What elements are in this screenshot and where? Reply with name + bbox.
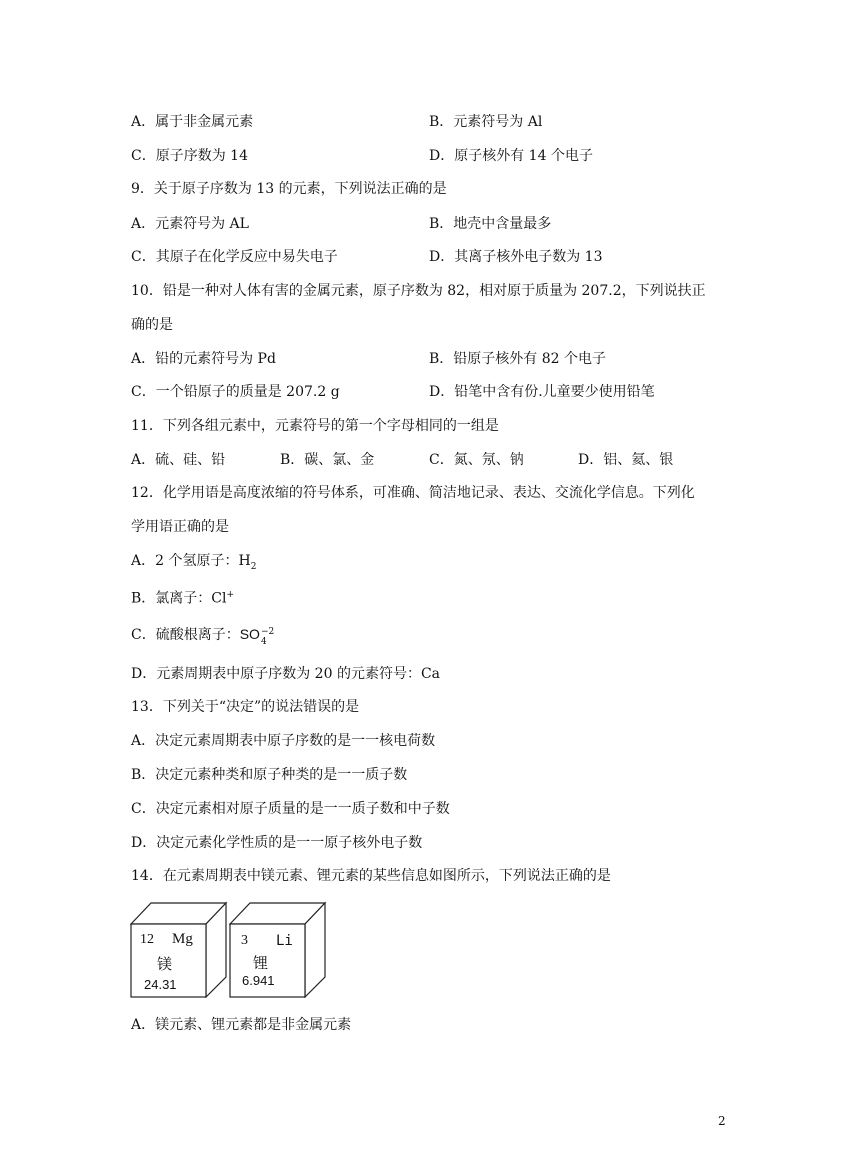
q13-option-c: C．决定元素相对原子质量的是一一质子数和中子数 [131,801,450,817]
magnesium-atomic-mass: 24.31 [144,977,177,992]
q12-option-c-formula: SO [239,626,260,642]
q14-option-a: A．镁元素、锂元素都是非金属元素 [131,1017,352,1033]
q8-option-c: C．原子序数为 14 [131,148,248,164]
magnesium-element-cube [130,901,228,998]
q11-option-b: B．碳、氯、金 [280,452,375,468]
q8-option-b: B．元素符号为 Al [429,114,543,130]
lithium-element-cube [229,901,327,998]
q10-stem-line1: 10．铅是一种对人体有害的金属元素，原子序数为 82，相对原于质量为 207.2，下列说扶正 [131,283,706,299]
q13-stem: 13．下列关于“决定”的说法错误的是 [131,699,360,715]
lithium-atomic-number: 3 [241,933,248,948]
q12-option-a [131,552,256,576]
q9-option-d: D．其离子核外电子数为 13 [429,249,603,265]
q12-option-c-superscript: −2 [260,627,275,637]
q10-option-a: A．铅的元素符号为 Pd [131,351,276,367]
magnesium-name: 镁 [157,955,173,973]
magnesium-symbol: Mg [172,931,193,947]
magnesium-atomic-number: 12 [140,932,154,947]
q14-stem: 14．在元素周期表中镁元素、锂元素的某些信息如图所示，下列说法正确的是 [131,868,611,884]
q10-option-d: D．铅笔中含有份.儿童要少使用铅笔 [429,384,655,400]
q12-option-b-superscript: + [226,590,235,600]
q13-option-b: B．决定元素种类和原子种类的是一一质子数 [131,767,408,783]
lithium-atomic-mass: 6.941 [242,973,275,988]
q12-option-c-charge-stack [260,624,274,646]
q11-option-d: D．铝、氦、银 [578,452,674,468]
q12-option-a-text: A．2 个氢原子：H [131,553,251,569]
q8-option-d: D．原子核外有 14 个电子 [429,148,593,164]
q12-option-d: D．元素周期表中原子序数为 20 的元素符号：Ca [131,666,440,682]
q10-option-c: C．一个铅原子的质量是 207.2 g [131,384,340,400]
q11-option-a: A．硫、硅、铅 [131,452,226,468]
q12-option-b [131,586,234,608]
q9-option-c: C．其原子在化学反应中易失电子 [131,249,338,265]
q9-stem: 9．关于原子序数为 13 的元素，下列说法正确的是 [131,181,447,197]
q9-option-b: B．地壳中含量最多 [429,216,552,232]
q12-option-b-text: B．氯离子：Cl [131,590,227,607]
q12-stem-line1: 12．化学用语是高度浓缩的符号体系，可准确、简洁地记录、表达、交流化学信息。下列化 [131,485,695,501]
q12-option-c [131,624,274,646]
q10-option-b: B．铅原子核外有 82 个电子 [429,351,607,367]
q12-stem-line2: 学用语正确的是 [131,519,229,535]
q8-option-a: A．属于非金属元素 [131,114,254,130]
q11-option-c: C．氮、氖、钠 [429,452,524,468]
q12-option-c-subscript: 4 [260,637,267,647]
q10-stem-line2: 确的是 [131,317,173,333]
q13-option-a: A．决定元素周期表中原子序数的是一一核电荷数 [131,733,436,749]
q9-option-a: A．元素符号为 AL [131,216,249,232]
lithium-symbol: Li [276,933,293,949]
lithium-name: 锂 [253,954,269,972]
q13-option-d: D．决定元素化学性质的是一一原子核外电子数 [131,835,423,851]
q11-stem: 11．下列各组元素中，元素符号的第一个字母相同的一组是 [131,418,499,434]
q12-option-c-text: C．硫酸根离子： [131,627,240,643]
q12-option-a-subscript: 2 [250,561,257,572]
page-number: 2 [718,1114,726,1128]
